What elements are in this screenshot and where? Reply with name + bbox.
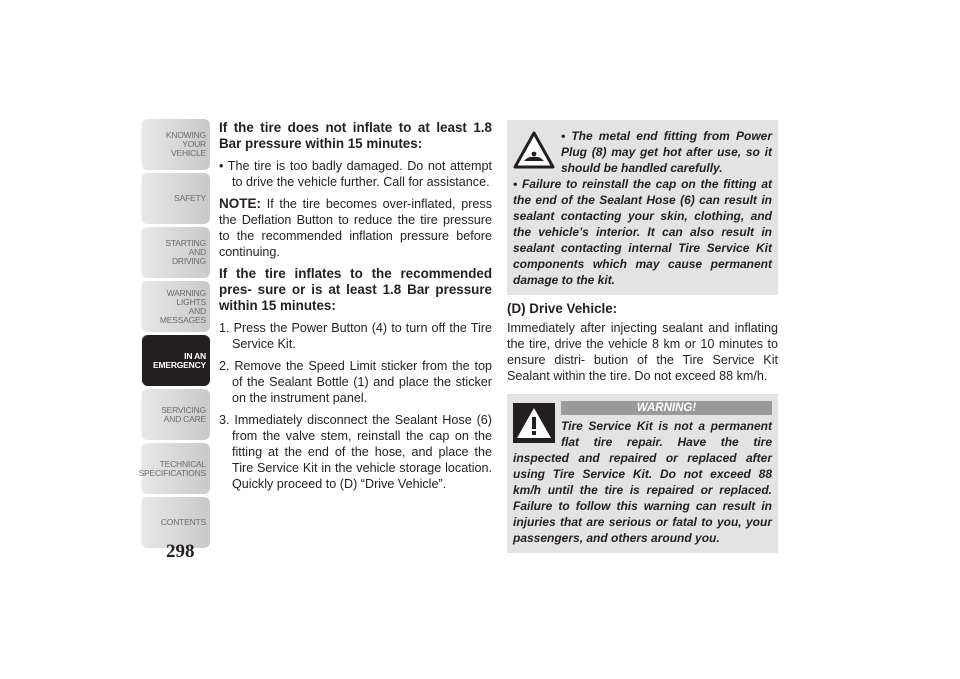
step-item: 3. Immediately disconnect the Sealant Hose (6) from the valve stem, reinstall the cap on the fitting at the end of the hose, and place the Tire Service Kit in the vehicle storage location. Quickly proceed to (D) “Drive Vehicle”.	[219, 413, 492, 491]
tab-label: CONTENTS	[160, 517, 206, 527]
caution-box	[507, 120, 778, 295]
exclamation-triangle-icon	[513, 403, 555, 443]
right-column	[507, 120, 778, 553]
bullet-too-damaged: • The tire is too badly damaged. Do not attempt to drive the vehicle further. Call for assistance.	[219, 159, 492, 189]
tab-technical-specifications[interactable]	[138, 443, 210, 494]
warning-text: Tire Service Kit is not a permanent flat tire repair. Have the tire inspected and repaired or replaced after using Tire Service Kit. Do not exceed 88 km/h until the tire is repaired or replaced. Failure to follow this warning can result in injuries that are serious or fatal to you, your passengers, and others around you.	[513, 419, 772, 545]
warning-triangle-icon	[513, 130, 555, 170]
warning-heading: WARNING!	[561, 401, 772, 415]
warning-box	[507, 394, 778, 553]
section-tabs	[138, 119, 210, 551]
tab-label: TECHNICAL SPECIFICATIONS	[138, 458, 206, 478]
step-item: 1. Press the Power Button (4) to turn off the Tire Service Kit.	[219, 321, 492, 351]
tab-knowing-your-vehicle[interactable]	[141, 119, 210, 170]
tab-warning-lights[interactable]	[141, 281, 210, 332]
tab-in-an-emergency[interactable]	[141, 335, 210, 386]
step-item: 2. Remove the Speed Limit sticker from the top of the Sealant Bottle (1) and place the sticker on the instrument panel.	[219, 359, 492, 405]
tab-safety[interactable]	[141, 173, 210, 224]
tab-label: IN AN EMERGENCY	[153, 350, 206, 370]
tab-label: SAFETY	[174, 193, 206, 203]
left-column	[219, 120, 492, 498]
tab-label: WARNING LIGHTS AND MESSAGES	[159, 287, 206, 325]
page-number: 298	[166, 541, 195, 562]
tab-starting-and-driving[interactable]	[141, 227, 210, 278]
heading-inflates: If the tire inflates to the recommended pres- sure or is at least 1.8 Bar pressure within 15 minutes:	[219, 266, 492, 313]
note-paragraph	[219, 196, 492, 260]
tab-label: KNOWING YOUR VEHICLE	[165, 130, 206, 158]
tab-servicing-and-care[interactable]	[141, 389, 210, 440]
drive-paragraph: Immediately after injecting sealant and inflating the tire, drive the vehicle 8 km or 10 minutes to ensure distri- bution of the Tire Service Kit Sealant within the tire. Do not exceed 88 km/h.	[507, 321, 778, 383]
tab-label: SERVICING AND CARE	[161, 404, 206, 424]
caution-item: • Failure to reinstall the cap on the fitting at the end of the Sealant Hose (6) can result in sealant contacting your skin, clothing, and the vehicle’s interior. It can also result in sealant contacting internal Tire Service Kit components which may cause permanent damage to the kit.	[513, 177, 772, 287]
subhead-drive-vehicle: (D) Drive Vehicle:	[507, 301, 618, 316]
note-text: If the tire becomes over-inflated, press the Deflation Button to reduce the tire pressure to the recommended inflation pressure before continuing.	[219, 197, 492, 259]
steps-list	[219, 320, 492, 492]
caution-item: • The metal end fitting from Power Plug (8) may get hot after use, so it should be handled carefully.	[561, 129, 772, 175]
heading-not-inflate: If the tire does not inflate to at least 1.8 Bar pressure within 15 minutes:	[219, 120, 492, 151]
note-label: NOTE:	[219, 196, 261, 211]
tab-label: STARTING AND DRIVING	[165, 238, 206, 266]
